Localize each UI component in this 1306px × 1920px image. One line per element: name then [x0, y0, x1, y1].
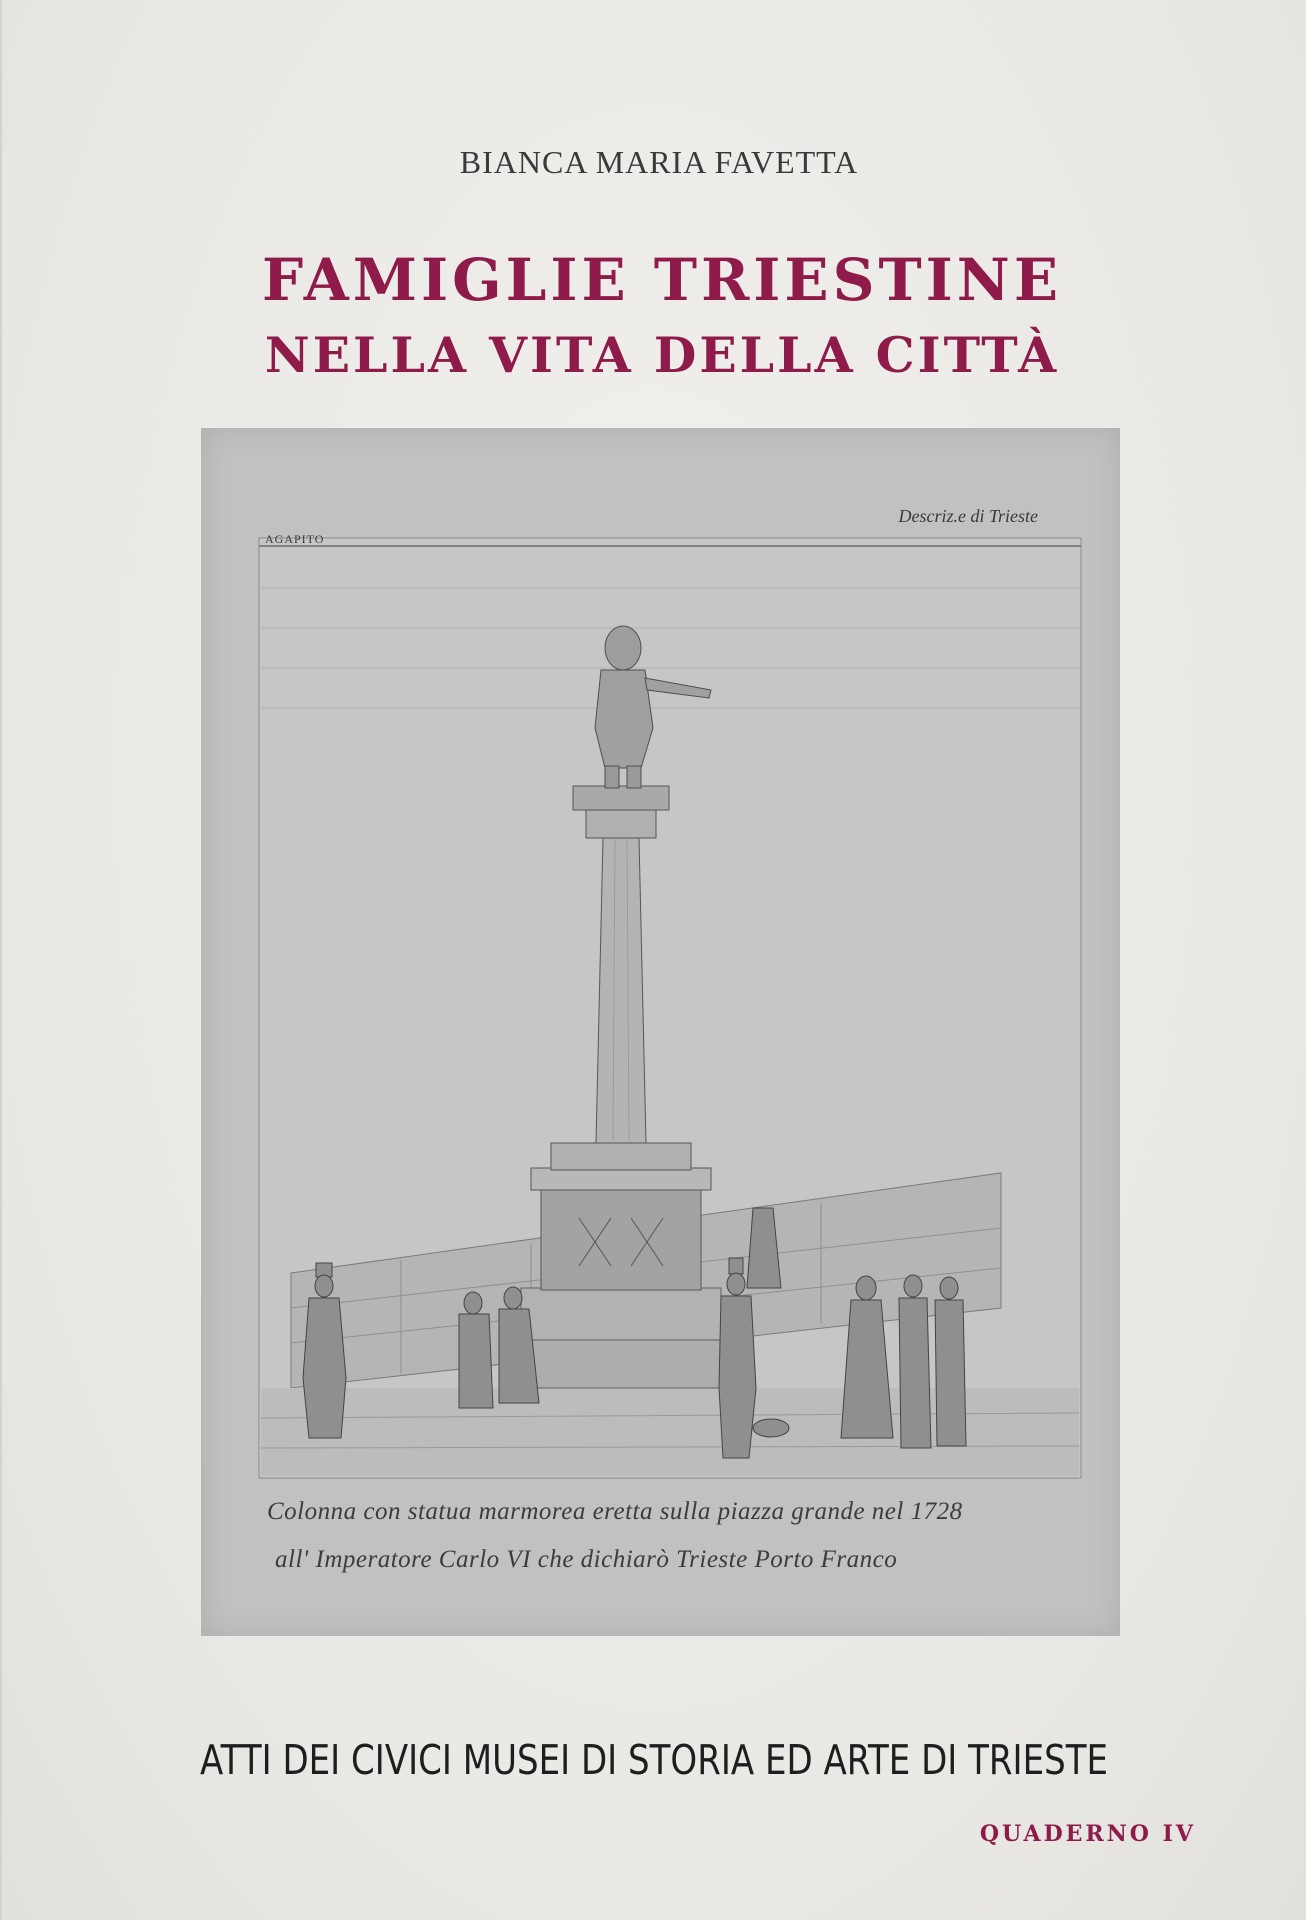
volume-label: QUADERNO IV	[979, 1821, 1196, 1847]
plate-caption-line-1: Colonna con statua marmorea eretta sulla piazza grande nel 1728	[267, 1498, 963, 1525]
engraving-illustration	[201, 428, 1120, 1636]
engraving-plate	[201, 428, 1120, 1636]
title-line-1: FAMIGLIE TRIESTINE	[261, 246, 1063, 314]
plate-caption-line-2: all' Imperatore Carlo VI che dichiarò Trieste Porto Franco	[275, 1546, 898, 1573]
plate-header-left: AGAPITO	[265, 532, 325, 546]
title-line-2: NELLA VITA DELLA CITTÀ	[264, 326, 1060, 384]
plate-header-right: Descriz.e di Trieste	[898, 506, 1038, 526]
author-name: BIANCA MARIA FAVETTA	[459, 144, 859, 180]
series-title: ATTI DEI CIVICI MUSEI DI STORIA ED ARTE DI TRIESTE	[200, 1736, 1108, 1784]
